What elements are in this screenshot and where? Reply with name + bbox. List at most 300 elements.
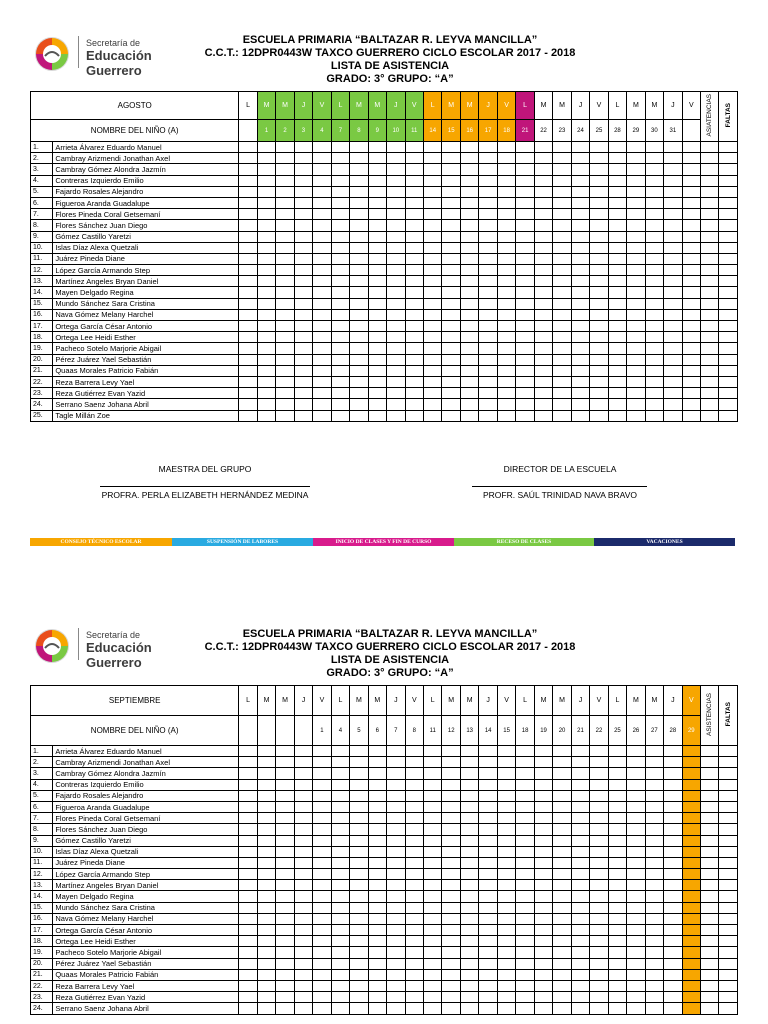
attendance-cell[interactable] (331, 913, 349, 924)
attendance-cell[interactable] (387, 835, 405, 846)
attendance-cell[interactable] (294, 343, 312, 354)
attendance-cell[interactable] (405, 980, 423, 991)
attendance-cell[interactable] (387, 913, 405, 924)
attendance-cell[interactable] (719, 958, 738, 969)
attendance-cell[interactable] (682, 947, 700, 958)
attendance-cell[interactable] (645, 869, 663, 880)
attendance-cell[interactable] (719, 824, 738, 835)
attendance-cell[interactable] (590, 779, 608, 790)
attendance-cell[interactable] (664, 902, 682, 913)
attendance-cell[interactable] (405, 276, 423, 287)
attendance-cell[interactable] (387, 276, 405, 287)
attendance-cell[interactable] (590, 175, 608, 186)
attendance-cell[interactable] (664, 332, 682, 343)
attendance-cell[interactable] (719, 309, 738, 320)
attendance-cell[interactable] (516, 332, 534, 343)
attendance-cell[interactable] (608, 992, 626, 1003)
attendance-cell[interactable] (571, 276, 589, 287)
attendance-cell[interactable] (645, 231, 663, 242)
attendance-cell[interactable] (571, 980, 589, 991)
attendance-cell[interactable] (331, 969, 349, 980)
attendance-cell[interactable] (664, 857, 682, 868)
attendance-cell[interactable] (682, 857, 700, 868)
attendance-cell[interactable] (331, 410, 349, 421)
attendance-cell[interactable] (368, 813, 386, 824)
attendance-cell[interactable] (424, 321, 442, 332)
attendance-cell[interactable] (682, 298, 700, 309)
attendance-cell[interactable] (682, 779, 700, 790)
attendance-cell[interactable] (368, 969, 386, 980)
attendance-cell[interactable] (571, 936, 589, 947)
attendance-cell[interactable] (479, 757, 497, 768)
attendance-cell[interactable] (331, 880, 349, 891)
attendance-cell[interactable] (701, 947, 719, 958)
attendance-cell[interactable] (350, 913, 368, 924)
attendance-cell[interactable] (553, 321, 571, 332)
attendance-cell[interactable] (405, 197, 423, 208)
attendance-cell[interactable] (627, 757, 645, 768)
attendance-cell[interactable] (460, 869, 478, 880)
attendance-cell[interactable] (608, 813, 626, 824)
attendance-cell[interactable] (719, 343, 738, 354)
attendance-cell[interactable] (497, 265, 515, 276)
attendance-cell[interactable] (331, 265, 349, 276)
attendance-cell[interactable] (460, 309, 478, 320)
attendance-cell[interactable] (664, 801, 682, 812)
attendance-cell[interactable] (257, 332, 275, 343)
attendance-cell[interactable] (442, 980, 460, 991)
attendance-cell[interactable] (534, 801, 552, 812)
attendance-cell[interactable] (368, 857, 386, 868)
attendance-cell[interactable] (701, 321, 719, 332)
attendance-cell[interactable] (571, 958, 589, 969)
attendance-cell[interactable] (516, 846, 534, 857)
attendance-cell[interactable] (424, 153, 442, 164)
attendance-cell[interactable] (294, 298, 312, 309)
attendance-cell[interactable] (405, 1003, 423, 1014)
attendance-cell[interactable] (664, 869, 682, 880)
attendance-cell[interactable] (313, 399, 331, 410)
attendance-cell[interactable] (387, 265, 405, 276)
attendance-cell[interactable] (424, 388, 442, 399)
attendance-cell[interactable] (608, 276, 626, 287)
attendance-cell[interactable] (497, 980, 515, 991)
attendance-cell[interactable] (257, 768, 275, 779)
attendance-cell[interactable] (294, 969, 312, 980)
attendance-cell[interactable] (479, 980, 497, 991)
attendance-cell[interactable] (701, 220, 719, 231)
attendance-cell[interactable] (387, 388, 405, 399)
attendance-cell[interactable] (350, 835, 368, 846)
attendance-cell[interactable] (294, 779, 312, 790)
attendance-cell[interactable] (608, 757, 626, 768)
attendance-cell[interactable] (701, 186, 719, 197)
attendance-cell[interactable] (313, 388, 331, 399)
attendance-cell[interactable] (460, 197, 478, 208)
attendance-cell[interactable] (682, 276, 700, 287)
attendance-cell[interactable] (627, 969, 645, 980)
attendance-cell[interactable] (590, 947, 608, 958)
attendance-cell[interactable] (442, 287, 460, 298)
attendance-cell[interactable] (405, 142, 423, 153)
attendance-cell[interactable] (645, 880, 663, 891)
attendance-cell[interactable] (276, 969, 294, 980)
attendance-cell[interactable] (719, 153, 738, 164)
attendance-cell[interactable] (627, 142, 645, 153)
attendance-cell[interactable] (387, 768, 405, 779)
attendance-cell[interactable] (405, 813, 423, 824)
attendance-cell[interactable] (719, 902, 738, 913)
attendance-cell[interactable] (664, 913, 682, 924)
attendance-cell[interactable] (331, 309, 349, 320)
attendance-cell[interactable] (497, 186, 515, 197)
attendance-cell[interactable] (682, 790, 700, 801)
attendance-cell[interactable] (516, 231, 534, 242)
attendance-cell[interactable] (239, 824, 257, 835)
attendance-cell[interactable] (627, 242, 645, 253)
attendance-cell[interactable] (239, 164, 257, 175)
attendance-cell[interactable] (294, 958, 312, 969)
attendance-cell[interactable] (257, 354, 275, 365)
attendance-cell[interactable] (276, 947, 294, 958)
attendance-cell[interactable] (516, 992, 534, 1003)
attendance-cell[interactable] (645, 992, 663, 1003)
attendance-cell[interactable] (479, 925, 497, 936)
attendance-cell[interactable] (627, 209, 645, 220)
attendance-cell[interactable] (424, 891, 442, 902)
attendance-cell[interactable] (627, 321, 645, 332)
attendance-cell[interactable] (405, 376, 423, 387)
attendance-cell[interactable] (313, 891, 331, 902)
attendance-cell[interactable] (701, 835, 719, 846)
attendance-cell[interactable] (627, 175, 645, 186)
attendance-cell[interactable] (313, 231, 331, 242)
attendance-cell[interactable] (701, 175, 719, 186)
attendance-cell[interactable] (276, 253, 294, 264)
attendance-cell[interactable] (405, 835, 423, 846)
attendance-cell[interactable] (387, 869, 405, 880)
attendance-cell[interactable] (664, 813, 682, 824)
attendance-cell[interactable] (571, 321, 589, 332)
attendance-cell[interactable] (239, 746, 257, 757)
attendance-cell[interactable] (701, 880, 719, 891)
attendance-cell[interactable] (719, 801, 738, 812)
attendance-cell[interactable] (479, 343, 497, 354)
attendance-cell[interactable] (405, 231, 423, 242)
attendance-cell[interactable] (645, 857, 663, 868)
attendance-cell[interactable] (331, 835, 349, 846)
attendance-cell[interactable] (479, 410, 497, 421)
attendance-cell[interactable] (442, 365, 460, 376)
attendance-cell[interactable] (534, 298, 552, 309)
attendance-cell[interactable] (276, 958, 294, 969)
attendance-cell[interactable] (460, 410, 478, 421)
attendance-cell[interactable] (608, 980, 626, 991)
attendance-cell[interactable] (608, 186, 626, 197)
attendance-cell[interactable] (627, 388, 645, 399)
attendance-cell[interactable] (516, 869, 534, 880)
attendance-cell[interactable] (497, 231, 515, 242)
attendance-cell[interactable] (664, 153, 682, 164)
attendance-cell[interactable] (664, 399, 682, 410)
attendance-cell[interactable] (387, 220, 405, 231)
attendance-cell[interactable] (664, 980, 682, 991)
attendance-cell[interactable] (553, 801, 571, 812)
attendance-cell[interactable] (387, 857, 405, 868)
attendance-cell[interactable] (460, 164, 478, 175)
attendance-cell[interactable] (534, 276, 552, 287)
attendance-cell[interactable] (239, 231, 257, 242)
attendance-cell[interactable] (590, 399, 608, 410)
attendance-cell[interactable] (664, 175, 682, 186)
attendance-cell[interactable] (442, 824, 460, 835)
attendance-cell[interactable] (442, 902, 460, 913)
attendance-cell[interactable] (276, 365, 294, 376)
attendance-cell[interactable] (479, 276, 497, 287)
attendance-cell[interactable] (239, 947, 257, 958)
attendance-cell[interactable] (701, 824, 719, 835)
attendance-cell[interactable] (645, 947, 663, 958)
attendance-cell[interactable] (645, 813, 663, 824)
attendance-cell[interactable] (682, 142, 700, 153)
attendance-cell[interactable] (497, 835, 515, 846)
attendance-cell[interactable] (368, 399, 386, 410)
attendance-cell[interactable] (571, 925, 589, 936)
attendance-cell[interactable] (350, 779, 368, 790)
attendance-cell[interactable] (331, 980, 349, 991)
attendance-cell[interactable] (627, 857, 645, 868)
attendance-cell[interactable] (534, 186, 552, 197)
attendance-cell[interactable] (497, 880, 515, 891)
attendance-cell[interactable] (516, 925, 534, 936)
attendance-cell[interactable] (534, 153, 552, 164)
attendance-cell[interactable] (553, 175, 571, 186)
attendance-cell[interactable] (682, 958, 700, 969)
attendance-cell[interactable] (424, 410, 442, 421)
attendance-cell[interactable] (701, 142, 719, 153)
attendance-cell[interactable] (239, 276, 257, 287)
attendance-cell[interactable] (682, 265, 700, 276)
attendance-cell[interactable] (627, 287, 645, 298)
attendance-cell[interactable] (257, 902, 275, 913)
attendance-cell[interactable] (497, 376, 515, 387)
attendance-cell[interactable] (571, 969, 589, 980)
attendance-cell[interactable] (405, 365, 423, 376)
attendance-cell[interactable] (405, 410, 423, 421)
attendance-cell[interactable] (627, 779, 645, 790)
attendance-cell[interactable] (534, 410, 552, 421)
attendance-cell[interactable] (405, 925, 423, 936)
attendance-cell[interactable] (534, 388, 552, 399)
attendance-cell[interactable] (387, 186, 405, 197)
attendance-cell[interactable] (239, 209, 257, 220)
attendance-cell[interactable] (387, 197, 405, 208)
attendance-cell[interactable] (682, 220, 700, 231)
attendance-cell[interactable] (479, 969, 497, 980)
attendance-cell[interactable] (571, 388, 589, 399)
attendance-cell[interactable] (257, 276, 275, 287)
attendance-cell[interactable] (276, 980, 294, 991)
attendance-cell[interactable] (534, 813, 552, 824)
attendance-cell[interactable] (424, 399, 442, 410)
attendance-cell[interactable] (257, 846, 275, 857)
attendance-cell[interactable] (424, 1003, 442, 1014)
attendance-cell[interactable] (534, 321, 552, 332)
attendance-cell[interactable] (664, 298, 682, 309)
attendance-cell[interactable] (627, 253, 645, 264)
attendance-cell[interactable] (627, 343, 645, 354)
attendance-cell[interactable] (571, 365, 589, 376)
attendance-cell[interactable] (442, 175, 460, 186)
attendance-cell[interactable] (442, 746, 460, 757)
attendance-cell[interactable] (701, 265, 719, 276)
attendance-cell[interactable] (350, 958, 368, 969)
attendance-cell[interactable] (350, 332, 368, 343)
attendance-cell[interactable] (664, 309, 682, 320)
attendance-cell[interactable] (294, 321, 312, 332)
attendance-cell[interactable] (331, 365, 349, 376)
attendance-cell[interactable] (608, 231, 626, 242)
attendance-cell[interactable] (534, 354, 552, 365)
attendance-cell[interactable] (424, 947, 442, 958)
attendance-cell[interactable] (719, 164, 738, 175)
attendance-cell[interactable] (534, 287, 552, 298)
attendance-cell[interactable] (553, 399, 571, 410)
attendance-cell[interactable] (313, 913, 331, 924)
attendance-cell[interactable] (682, 242, 700, 253)
attendance-cell[interactable] (645, 801, 663, 812)
attendance-cell[interactable] (682, 388, 700, 399)
attendance-cell[interactable] (387, 757, 405, 768)
attendance-cell[interactable] (368, 153, 386, 164)
attendance-cell[interactable] (405, 164, 423, 175)
attendance-cell[interactable] (405, 757, 423, 768)
attendance-cell[interactable] (682, 209, 700, 220)
attendance-cell[interactable] (350, 410, 368, 421)
attendance-cell[interactable] (590, 801, 608, 812)
attendance-cell[interactable] (516, 276, 534, 287)
attendance-cell[interactable] (405, 936, 423, 947)
attendance-cell[interactable] (368, 779, 386, 790)
attendance-cell[interactable] (460, 969, 478, 980)
attendance-cell[interactable] (479, 298, 497, 309)
attendance-cell[interactable] (276, 790, 294, 801)
attendance-cell[interactable] (350, 376, 368, 387)
attendance-cell[interactable] (387, 287, 405, 298)
attendance-cell[interactable] (294, 242, 312, 253)
attendance-cell[interactable] (645, 220, 663, 231)
attendance-cell[interactable] (627, 947, 645, 958)
attendance-cell[interactable] (294, 164, 312, 175)
attendance-cell[interactable] (460, 824, 478, 835)
attendance-cell[interactable] (553, 376, 571, 387)
attendance-cell[interactable] (368, 880, 386, 891)
attendance-cell[interactable] (387, 175, 405, 186)
attendance-cell[interactable] (331, 321, 349, 332)
attendance-cell[interactable] (331, 857, 349, 868)
attendance-cell[interactable] (590, 321, 608, 332)
attendance-cell[interactable] (442, 253, 460, 264)
attendance-cell[interactable] (479, 142, 497, 153)
attendance-cell[interactable] (442, 958, 460, 969)
attendance-cell[interactable] (645, 265, 663, 276)
attendance-cell[interactable] (294, 365, 312, 376)
attendance-cell[interactable] (608, 947, 626, 958)
attendance-cell[interactable] (664, 365, 682, 376)
attendance-cell[interactable] (534, 768, 552, 779)
attendance-cell[interactable] (664, 265, 682, 276)
attendance-cell[interactable] (608, 824, 626, 835)
attendance-cell[interactable] (350, 925, 368, 936)
attendance-cell[interactable] (553, 142, 571, 153)
attendance-cell[interactable] (516, 265, 534, 276)
attendance-cell[interactable] (571, 309, 589, 320)
attendance-cell[interactable] (608, 142, 626, 153)
attendance-cell[interactable] (294, 197, 312, 208)
attendance-cell[interactable] (719, 936, 738, 947)
attendance-cell[interactable] (516, 287, 534, 298)
attendance-cell[interactable] (534, 220, 552, 231)
attendance-cell[interactable] (645, 399, 663, 410)
attendance-cell[interactable] (276, 343, 294, 354)
attendance-cell[interactable] (257, 209, 275, 220)
attendance-cell[interactable] (442, 309, 460, 320)
attendance-cell[interactable] (387, 354, 405, 365)
attendance-cell[interactable] (424, 298, 442, 309)
attendance-cell[interactable] (479, 399, 497, 410)
attendance-cell[interactable] (294, 902, 312, 913)
attendance-cell[interactable] (350, 153, 368, 164)
attendance-cell[interactable] (239, 265, 257, 276)
attendance-cell[interactable] (368, 354, 386, 365)
attendance-cell[interactable] (424, 824, 442, 835)
attendance-cell[interactable] (460, 947, 478, 958)
attendance-cell[interactable] (387, 399, 405, 410)
attendance-cell[interactable] (479, 992, 497, 1003)
attendance-cell[interactable] (719, 768, 738, 779)
attendance-cell[interactable] (368, 175, 386, 186)
attendance-cell[interactable] (571, 354, 589, 365)
attendance-cell[interactable] (645, 332, 663, 343)
attendance-cell[interactable] (497, 153, 515, 164)
attendance-cell[interactable] (608, 153, 626, 164)
attendance-cell[interactable] (479, 790, 497, 801)
attendance-cell[interactable] (257, 153, 275, 164)
attendance-cell[interactable] (239, 846, 257, 857)
attendance-cell[interactable] (590, 309, 608, 320)
attendance-cell[interactable] (442, 321, 460, 332)
attendance-cell[interactable] (608, 399, 626, 410)
attendance-cell[interactable] (719, 186, 738, 197)
attendance-cell[interactable] (442, 846, 460, 857)
attendance-cell[interactable] (571, 746, 589, 757)
attendance-cell[interactable] (276, 321, 294, 332)
attendance-cell[interactable] (350, 902, 368, 913)
attendance-cell[interactable] (664, 824, 682, 835)
attendance-cell[interactable] (313, 980, 331, 991)
attendance-cell[interactable] (701, 768, 719, 779)
attendance-cell[interactable] (645, 164, 663, 175)
attendance-cell[interactable] (664, 947, 682, 958)
attendance-cell[interactable] (294, 253, 312, 264)
attendance-cell[interactable] (571, 869, 589, 880)
attendance-cell[interactable] (682, 399, 700, 410)
attendance-cell[interactable] (424, 801, 442, 812)
attendance-cell[interactable] (553, 298, 571, 309)
attendance-cell[interactable] (701, 913, 719, 924)
attendance-cell[interactable] (313, 857, 331, 868)
attendance-cell[interactable] (534, 253, 552, 264)
